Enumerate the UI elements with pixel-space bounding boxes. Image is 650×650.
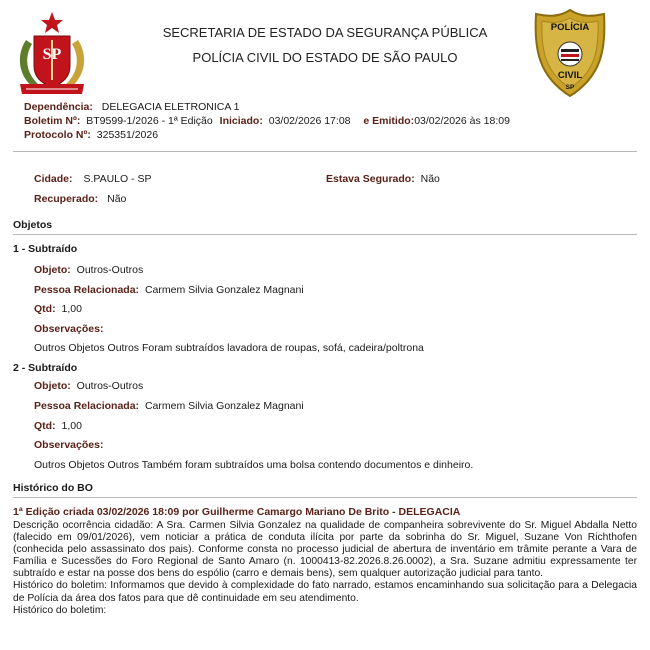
item-2-pessoa-row <box>34 400 304 412</box>
historico-title: Histórico do BO <box>13 482 93 494</box>
header-line-1: SECRETARIA DE ESTADO DA SEGURANÇA PÚBLICA <box>162 25 488 40</box>
emitido-label: e Emitido: <box>363 115 415 127</box>
dependencia-label: Dependência: <box>24 101 93 113</box>
historico-body <box>13 520 637 617</box>
objeto-label: Objeto: <box>34 380 71 392</box>
item-1-objeto-value: Outros-Outros <box>76 264 144 276</box>
pessoa-label: Pessoa Relacionada: <box>34 400 140 412</box>
segurado-label: Estava Segurado: <box>326 173 415 185</box>
qtd-label: Qtd: <box>34 303 56 315</box>
header-line-2: POLÍCIA CIVIL DO ESTADO DE SÃO PAULO <box>192 50 458 65</box>
protocolo-value: 325351/2026 <box>96 129 159 141</box>
item-1-qtd-row <box>34 303 82 315</box>
boletim-value: BT9599-1/2026 - 1ª Edição <box>86 115 213 127</box>
descricao-text: Descrição ocorrência cidadão: A Sra. Carmen Silvia Gonzalez na qualidade de companheira sobrevivente do Sr. Miguel Abdalla Netto (falecido em 09/01/2026), vem noticiar a prática de conduta ilícita por parte da sobrinha do Sr. Miguel, Suzane Von Richthofen (conhecida pelo assassinato dos pais). Conforme consta no processo judicial de abertura de inventário em trâmite perante a Vara de Família e Sucessões do Foro Regional de Santo Amaro (n. 1000413-82.2026.8.26.0002), a Sra. Suzane admitiu expressamente ter subtraído e estar na posse dos bens do espólio (carro e demais bens), sem qualquer autorização judicial para tanto. <box>13 520 637 580</box>
item-2-objeto-value: Outros-Outros <box>76 380 144 392</box>
cidade-label: Cidade: <box>34 173 73 185</box>
protocolo-label: Protocolo Nº: <box>24 129 91 141</box>
iniciado-value: 03/02/2026 17:08 <box>268 115 351 127</box>
item-1-obs-value: Outros Objetos Outros Foram subtraídos lavadora de roupas, sofá, cadeira/poltrona <box>34 342 424 354</box>
item-1-heading: 1 - Subtraído <box>13 243 78 255</box>
divider-1 <box>13 151 637 152</box>
item-1-objeto-row <box>34 264 143 276</box>
cidade-value: S.PAULO - SP <box>83 173 152 185</box>
divider-3 <box>13 497 637 498</box>
item-1-pessoa-value: Carmem Silvia Gonzalez Magnani <box>144 284 304 296</box>
historico-text-2: Histórico do boletim: <box>13 604 107 616</box>
item-2-qtd-row <box>34 420 82 432</box>
obs-label: Observações: <box>34 323 104 335</box>
boletim-label: Boletim Nº: <box>24 115 81 127</box>
segurado-value: Não <box>420 173 440 185</box>
pessoa-label: Pessoa Relacionada: <box>34 284 140 296</box>
item-2-obs-value: Outros Objetos Outros Também foram subtraídos uma bolsa contendo documentos e dinheiro. <box>34 459 474 471</box>
objeto-label: Objeto: <box>34 264 71 276</box>
cidade-row <box>34 173 152 185</box>
protocolo-row <box>24 129 158 141</box>
recuperado-label: Recuperado: <box>34 193 99 205</box>
divider-2 <box>13 234 637 235</box>
iniciado-label: Iniciado: <box>219 115 263 127</box>
segurado-row <box>326 173 440 185</box>
dependencia-value: DELEGACIA ELETRONICA 1 <box>101 101 240 113</box>
badge-top-text: POLÍCIA <box>550 22 590 33</box>
qtd-label: Qtd: <box>34 420 56 432</box>
edicao-line: 1ª Edição criada 03/02/2026 18:09 por Guilherme Camargo Mariano De Brito - DELEGACIA <box>13 506 461 518</box>
recuperado-value: Não <box>107 193 127 205</box>
obs-label: Observações: <box>34 439 104 451</box>
item-2-heading: 2 - Subtraído <box>13 362 78 374</box>
recuperado-row <box>34 193 126 205</box>
emitido-value: 03/02/2026 às 18:09 <box>414 115 510 127</box>
badge-bottom-text: CIVIL <box>557 70 583 81</box>
item-2-objeto-row <box>34 380 143 392</box>
historico-text-1: Histórico do boletim: Informamos que devido à complexidade do fato narrado, estamos encaminhando sua solicitação para a Delegacia de Polícia da área dos fatos para que dê continuidade em seu atendimento. <box>13 580 637 604</box>
item-1-pessoa-row <box>34 284 304 296</box>
item-2-obs-label-row <box>34 439 103 451</box>
boletim-row <box>24 115 510 127</box>
policia-civil-badge <box>532 8 608 100</box>
dependencia-row <box>24 101 240 113</box>
item-1-obs-label-row <box>34 323 103 335</box>
item-2-pessoa-value: Carmem Silvia Gonzalez Magnani <box>144 400 304 412</box>
badge-small-text: SP <box>565 84 575 91</box>
sp-coat-of-arms <box>12 10 92 100</box>
seal-letters: SP <box>42 46 62 63</box>
objetos-title: Objetos <box>13 219 53 231</box>
item-1-qtd-value: 1,00 <box>61 303 82 315</box>
item-2-qtd-value: 1,00 <box>61 420 82 432</box>
